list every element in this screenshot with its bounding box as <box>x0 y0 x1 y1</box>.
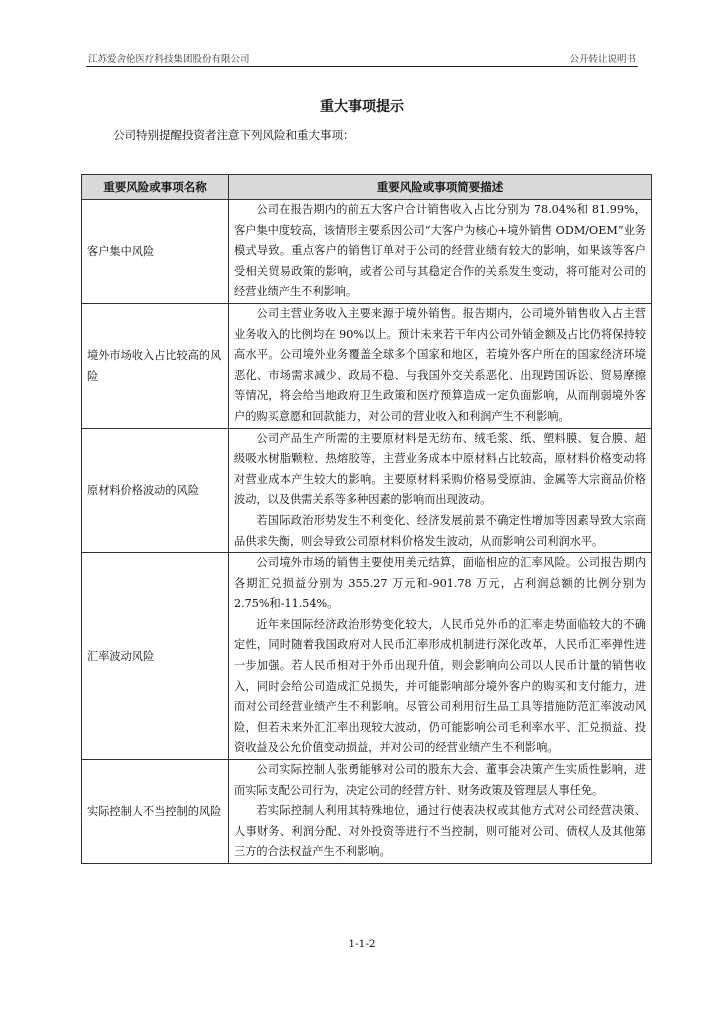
table-row <box>82 428 652 553</box>
risk-paragraph: 公司实际控制人张勇能够对公司的股东大会、董事会决策产生实质性影响，进而实际支配公司行为，决定公司的经营方针、财务政策及管理层人事任免。 <box>234 763 646 797</box>
risk-paragraph: 若国际政治形势发生不利变化、经济发展前景不确定性增加等因素导致大宗商品供求失衡，则会导致公司原材料价格发生波动，从而影响公司利润水平。 <box>234 513 646 548</box>
risk-paragraph: 公司境外市场的销售主要使用美元结算，面临相应的汇率风险。公司报告期内各期汇兑损益分别为 355.27 万元和-901.78 万元，占利润总额的比例分别为 2.75%和-11.54%。 <box>234 556 646 611</box>
intro-text: 公司特别提醒投资者注意下列风险和重大事项： <box>113 128 355 142</box>
table-row <box>82 553 652 760</box>
page-title: 重大事项提示 <box>320 99 404 115</box>
column-header-risk-description: 重要风险或事项简要描述 <box>229 175 652 200</box>
risk-paragraph: 近年来国际经济政治形势变化较大，人民币兑外币的汇率走势面临较大的不确定性，同时随着我国政府对人民币汇率形成机制进行深化改革，人民币汇率弹性进一步加强。若人民币相对于外币出现升值，则会影响向公司以人民币计量的销售收入，同时会给公司造成汇兑损失，并可能影响部分境外客户的购买和支付能力，进而对公司经营业绩产生不利影响。尽管公司利用衍生品工具等措施防范汇率波动风险，但若未来外汇汇率出现较大波动，仍可能影响公司毛利率水平、汇兑损益、投资收益及公允价值变动损益，并对公司的经营业绩产生不利影响。 <box>234 617 646 755</box>
risk-name: 实际控制人不当控制的风险 <box>82 760 229 864</box>
risk-name: 原材料价格波动的风险 <box>82 428 229 553</box>
table-header-row <box>82 175 652 200</box>
header-company-name: 江苏爱舍伦医疗科技集团股份有限公司 <box>88 54 250 65</box>
risk-table <box>81 174 652 864</box>
table-row <box>82 760 652 864</box>
risk-description <box>229 200 652 304</box>
risk-description <box>229 428 652 553</box>
risk-name: 客户集中风险 <box>82 200 229 304</box>
page-number: 1-1-2 <box>348 938 376 950</box>
risk-paragraph: 公司主营业务收入主要来源于境外销售。报告期内，公司境外销售收入占主营业务收入的比例均在 90%以上。预计未来若干年内公司外销金额及占比仍将保持较高水平。公司境外业务覆盖全球多个国家和地区，若境外客户所在的国家经济环境恶化、市场需求减少、政局不稳、与我国外交关系恶化、出现跨国诉讼、贸易摩擦等情况，将会给当地政府卫生政策和医疗预算造成一定负面影响，从而削弱境外客户的购买意愿和回款能力，对公司的营业收入和利润产生不利影响。 <box>234 306 646 423</box>
risk-paragraph: 公司产品生产所需的主要原材料是无纺布、绒毛浆、纸、塑料膜、复合膜、超级吸水树脂颗粒、热熔胶等，主营业务成本中原材料占比较高，原材料价格变动将对营业成本产生较大的影响。主要原材料采购价格易受原油、金属等大宗商品价格波动，以及供需关系等多种因素的影响而出现波动。 <box>234 431 646 507</box>
risk-name: 境外市场收入占比较高的风险 <box>82 303 229 428</box>
risk-paragraph: 公司在报告期内的前五大客户合计销售收入占比分别为 78.04%和 81.99%，客户集中度较高，该情形主要系因公司“大客户为核心+境外销售 ODM/OEM”业务模式导致。重点客户的销售订单对于公司的经营业绩有较大的影响，如果该等客户受相关贸易政策的影响，或者公司与其稳定合作的关系发生变动，将可能对公司的经营业绩产生不利影响。 <box>234 203 646 299</box>
header-divider <box>86 66 638 67</box>
table-row <box>82 200 652 304</box>
header-document-type: 公开转让说明书 <box>569 54 636 65</box>
column-header-risk-name: 重要风险或事项名称 <box>82 175 229 200</box>
table-row <box>82 303 652 428</box>
risk-name: 汇率波动风险 <box>82 553 229 760</box>
risk-description <box>229 553 652 760</box>
risk-description <box>229 760 652 864</box>
risk-description <box>229 303 652 428</box>
risk-paragraph: 若实际控制人利用其特殊地位，通过行使表决权或其他方式对公司经营决策、人事财务、利润分配、对外投资等进行不当控制，则可能对公司、债权人及其他第三方的合法权益产生不利影响。 <box>234 804 646 859</box>
page-header <box>88 51 636 65</box>
